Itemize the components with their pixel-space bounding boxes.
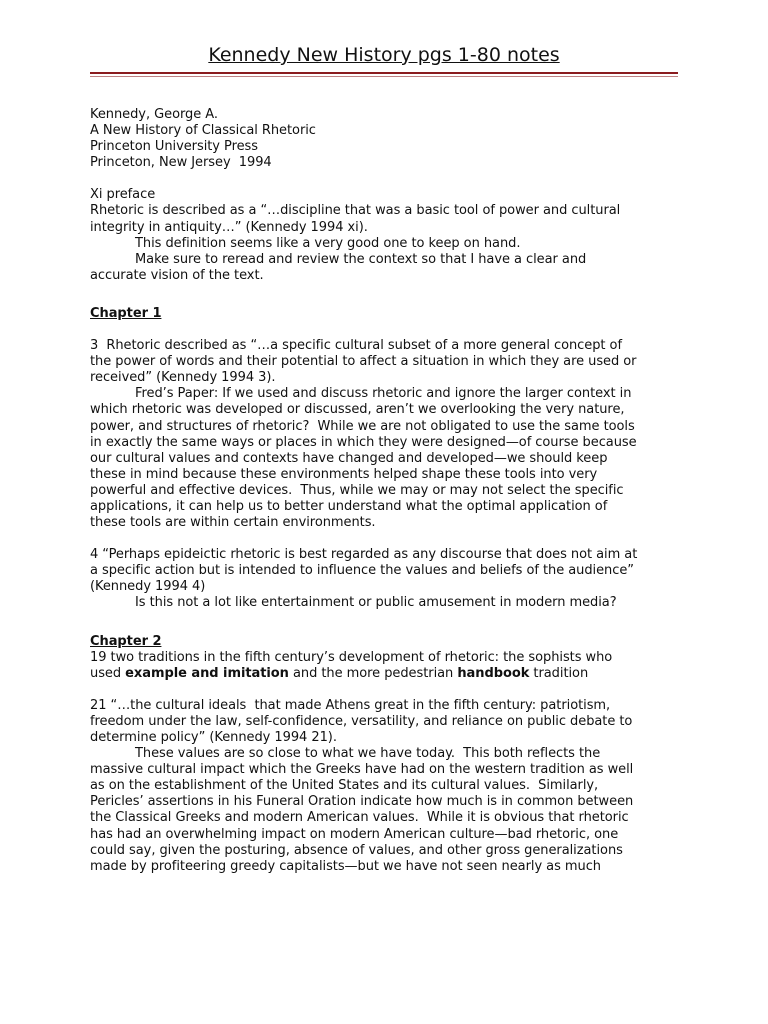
chapter-1-paragraph-line: received” (Kennedy 1994 3). <box>90 370 276 386</box>
document-body <box>90 107 690 875</box>
bold-term-example-imitation: example and imitation <box>125 665 289 681</box>
chapter-2-paragraph-line: freedom under the law, self-confidence, versatility, and reliance on public debate to <box>90 713 633 729</box>
chapter-2-paragraph-line: determine policy” (Kennedy 1994 21). <box>90 730 337 745</box>
chapter-2-paragraph-line: 19 two traditions in the fifth century’s development of rhetoric: the sophists who <box>90 649 613 665</box>
chapter-1-paragraph-line: the power of words and their potential to affect a situation in which they are used or <box>90 354 637 370</box>
text-run: and the more pedestrian <box>288 665 458 681</box>
chapter-2-paragraph-line: has had an overwhelming impact on modern American culture—bad rhetoric, one <box>90 826 619 842</box>
chapter-1-paragraph-line: these in mind because these environments helped shape these tools into very <box>90 466 598 482</box>
chapter-1-paragraph-line: applications, it can help us to better understand what the optimal application of <box>90 498 608 514</box>
chapter-2-paragraph-line <box>90 666 690 682</box>
chapter-1-paragraph-line: these tools are within certain environments. <box>90 515 376 531</box>
chapter-1-paragraph-line: our cultural values and contexts have changed and developed—we should keep <box>90 450 608 466</box>
chapter-1-paragraph-line: power, and structures of rhetoric? While we are not obligated to use the same tools <box>90 418 635 434</box>
chapter-1-paragraph-line: a specific action but is intended to influence the values and beliefs of the audience” <box>90 563 634 579</box>
title-rule-thick <box>90 72 678 74</box>
chapter-1-paragraph-line: (Kennedy 1994 4) <box>90 579 206 595</box>
chapter-1-heading: Chapter 1 <box>90 305 162 321</box>
chapter-2-paragraph-line: Pericles’ assertions in his Funeral Oration indicate how much is in common between <box>90 794 634 810</box>
chapter-1-paragraph-line: Is this not a lot like entertainment or public amusement in modern media? <box>135 595 617 611</box>
preface-quote-line: Rhetoric is described as a “…discipline that was a basic tool of power and cultural <box>90 203 621 219</box>
chapter-2-paragraph-line: made by profiteering greedy capitalists—but we have not seen nearly as much <box>90 858 601 874</box>
citation-author: Kennedy, George A. <box>90 107 218 122</box>
preface-note: Make sure to reread and review the context so that I have a clear and <box>135 251 587 267</box>
chapter-2-paragraph-line: 21 “…the cultural ideals that made Athens great in the fifth century: patriotism, <box>90 697 611 713</box>
chapter-2-paragraph-line: as on the establishment of the United States and its cultural values. Similarly, <box>90 778 599 794</box>
text-run: used <box>90 665 126 681</box>
bold-term-handbook: handbook <box>457 665 530 681</box>
chapter-2-paragraph-line: could say, given the posturing, absence of values, and other gross generalizations <box>90 842 623 858</box>
chapter-1-paragraph-line: 4 “Perhaps epideictic rhetoric is best regarded as any discourse that does not aim at <box>90 547 638 563</box>
preface-note: accurate vision of the text. <box>90 267 264 283</box>
chapter-2-paragraph-line: These values are so close to what we have today. This both reflects the <box>135 746 601 762</box>
preface-heading: Xi preface <box>90 187 156 203</box>
chapter-2-paragraph-line: massive cultural impact which the Greeks have had on the western tradition as well <box>90 762 634 778</box>
preface-note: This definition seems like a very good one to keep on hand. <box>135 235 521 251</box>
chapter-2-paragraph-line: the Classical Greeks and modern American values. While it is obvious that rhetoric <box>90 810 629 826</box>
chapter-1-paragraph-line: Fred’s Paper: If we used and discuss rhetoric and ignore the larger context in <box>135 386 632 402</box>
citation-book-title: A New History of Classical Rhetoric <box>90 123 316 139</box>
chapter-1-paragraph-line: in exactly the same ways or places in which they were designed—of course because <box>90 434 637 450</box>
chapter-2-heading: Chapter 2 <box>90 633 162 649</box>
chapter-1-paragraph-line: powerful and effective devices. Thus, while we may or may not select the specific <box>90 482 624 498</box>
chapter-1-paragraph-line: 3 Rhetoric described as “…a specific cultural subset of a more general concept of <box>90 338 622 354</box>
text-run: tradition <box>529 665 589 681</box>
title-rule-thin <box>90 76 678 77</box>
citation-place-year: Princeton, New Jersey 1994 <box>90 155 272 171</box>
chapter-1-paragraph-line: which rhetoric was developed or discussed, aren’t we overlooking the very nature, <box>90 402 625 418</box>
citation-publisher: Princeton University Press <box>90 139 258 155</box>
preface-quote-line: integrity in antiquity…” (Kennedy 1994 xi). <box>90 219 368 235</box>
document-title: Kennedy New History pgs 1-80 notes <box>208 44 560 66</box>
